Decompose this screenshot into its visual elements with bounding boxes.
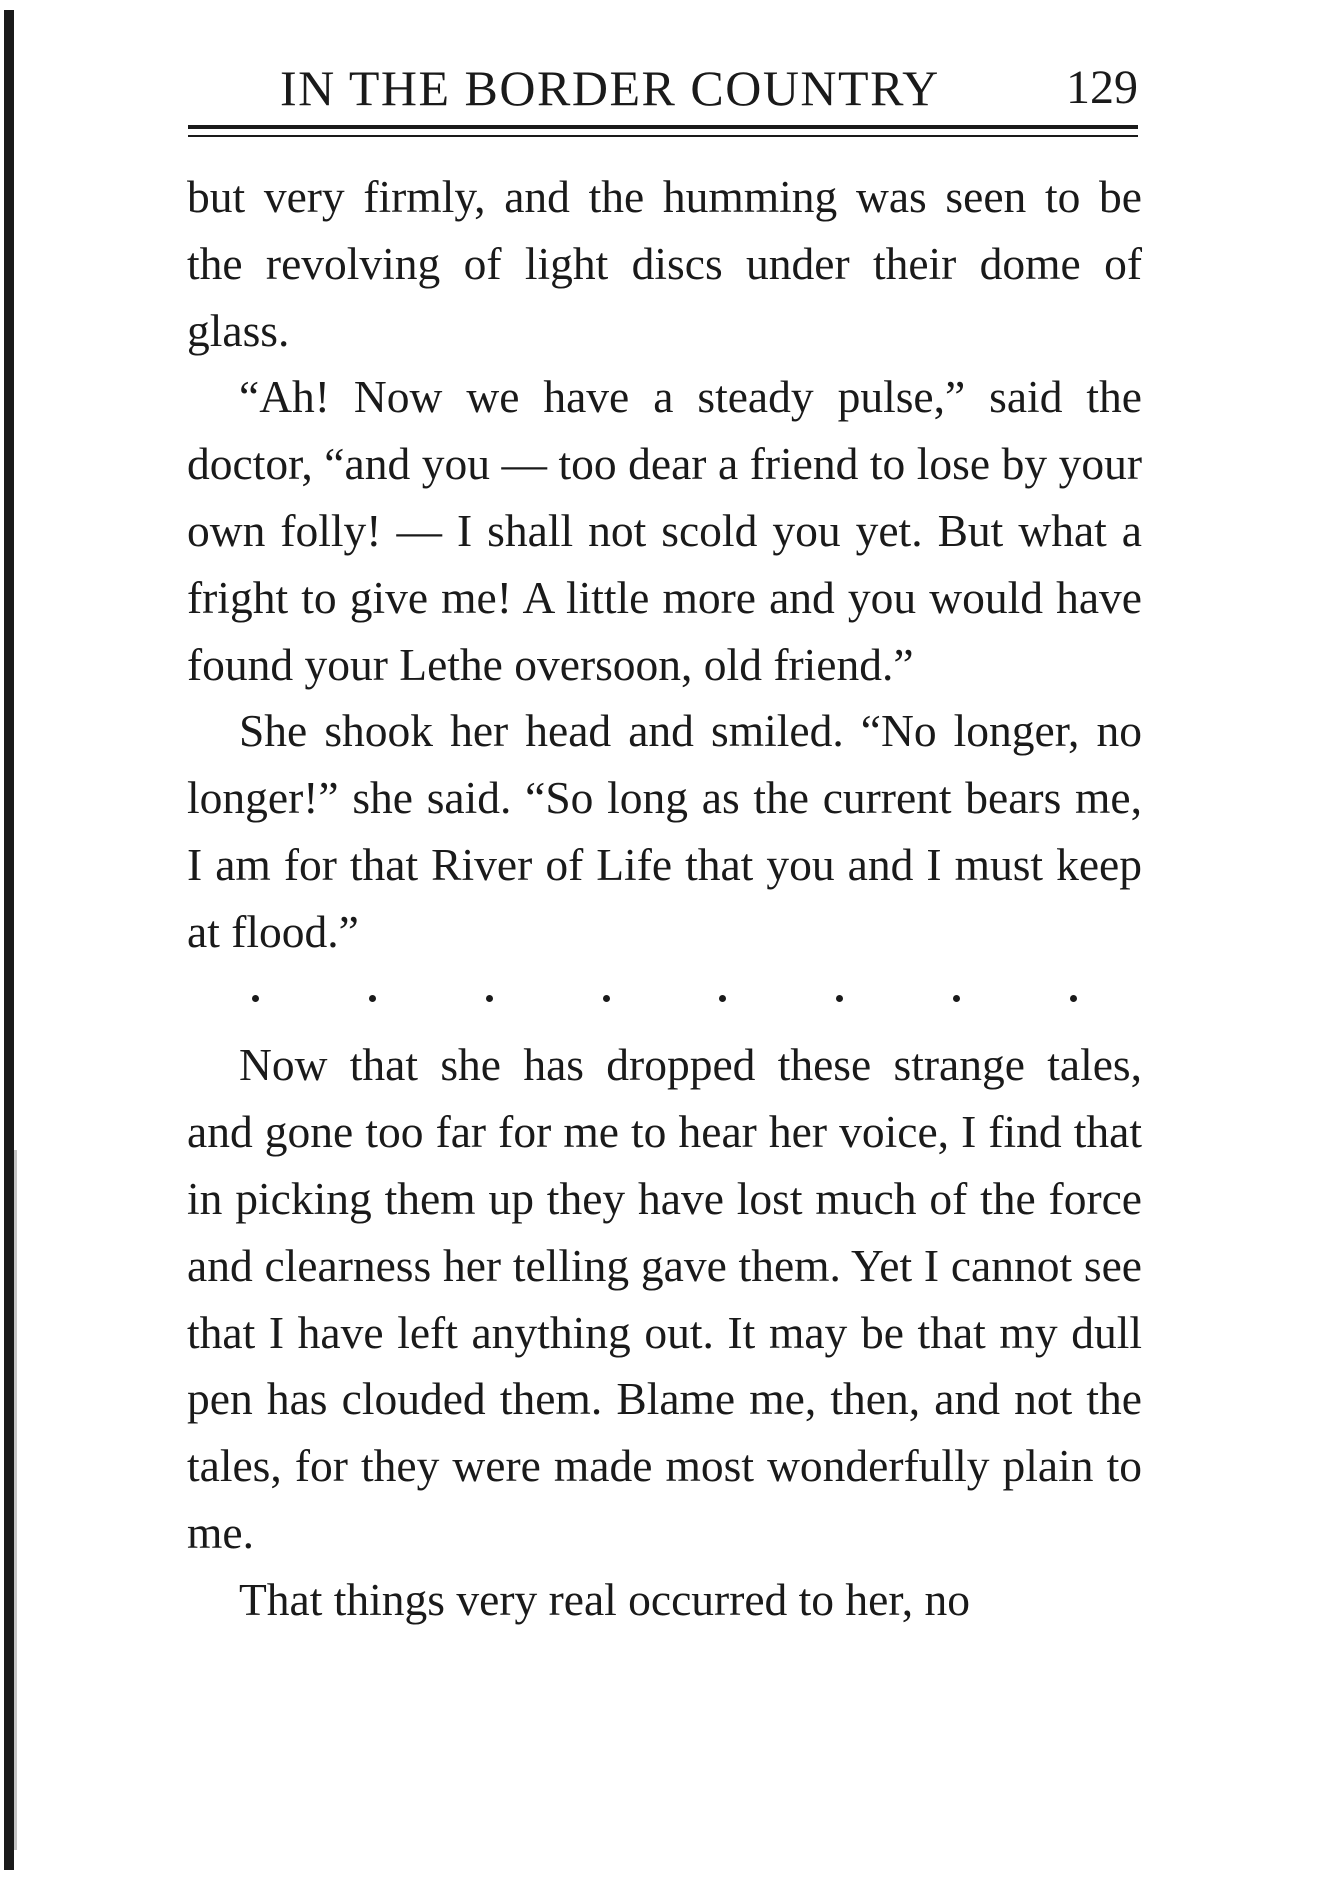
paragraph-doctor: “Ah! Now we have a steady pulse,” said the doctor, “and you — too dear a friend to lose by your own folly! — I shall not scold you yet. But what a fright to give me! A little more and you would have found your Lethe oversoon, old friend.” bbox=[187, 371, 1142, 690]
running-title: IN THE BORDER COUNTRY bbox=[280, 60, 940, 116]
paragraph-continuation: but very firmly, and the humming was seen to be the revolving of light discs under their dome of glass. bbox=[187, 171, 1142, 356]
binding-edge bbox=[4, 10, 14, 1870]
break-dot bbox=[369, 995, 376, 1002]
paragraph-narrator: Now that she has dropped these strange tales, and gone too far for me to hear her voice, I find that in picking them up they have lost much of the force and clearness her telling gave them. Yet I cannot see that I have left anything out. It may be that my dull pen has clouded them. Blame me, then, and not the tales, for they were made most wonderfully plain to me. bbox=[187, 1039, 1142, 1558]
break-dot bbox=[486, 995, 493, 1002]
section-break-dots bbox=[187, 966, 1142, 1033]
break-dot bbox=[252, 995, 259, 1002]
break-dot bbox=[719, 995, 726, 1002]
paragraph-reply: She shook her head and smiled. “No longer, no longer!” she said. “So long as the current bears me, I am for that River of Life that you and I must keep at flood.” bbox=[187, 705, 1142, 957]
break-dot bbox=[1070, 995, 1077, 1002]
break-dot bbox=[603, 995, 610, 1002]
header-rule-thick bbox=[188, 125, 1138, 129]
header-rule-thin bbox=[188, 135, 1138, 137]
paragraph-final: That things very real occurred to her, no bbox=[239, 1573, 970, 1625]
page-body bbox=[187, 164, 1142, 1634]
page-number: 129 bbox=[1066, 61, 1138, 114]
binding-shadow bbox=[14, 1150, 17, 1850]
break-dot bbox=[836, 995, 843, 1002]
running-header bbox=[180, 48, 1138, 128]
break-dot bbox=[953, 995, 960, 1002]
